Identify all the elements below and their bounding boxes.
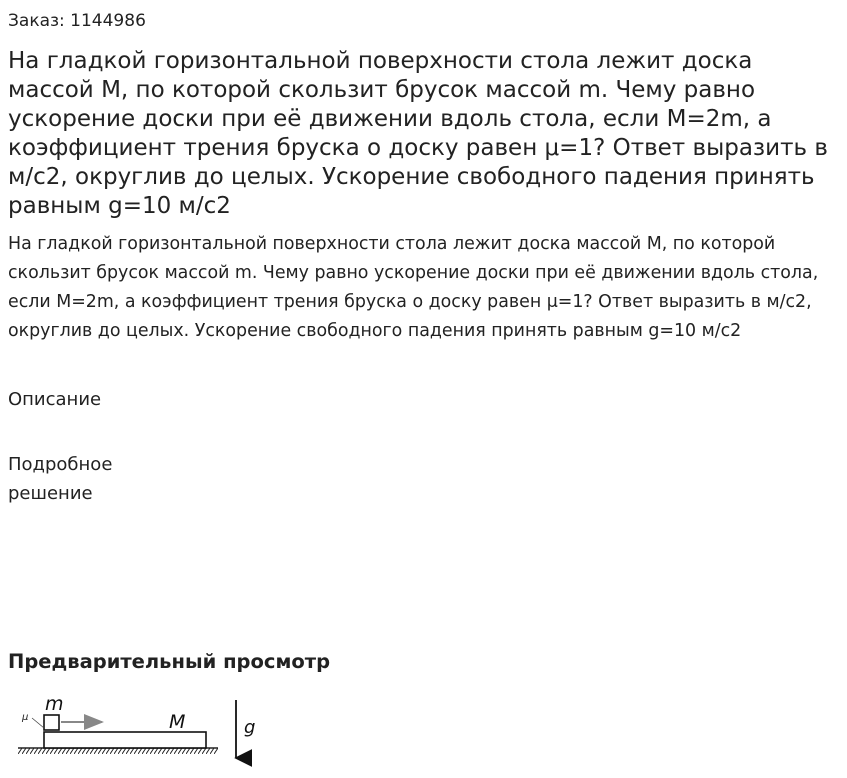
problem-text: На гладкой горизонтальной поверхности стола лежит доска массой М, по которой скользит брусок массой m. Чему равно ускорение доски при её движении вдоль стола, если М=2m, а коэффициент трения бруска о доску равен μ=1? Ответ выразить в м/с2, округлив до целых. Ускорение свободного падения принять равным g=10 м/с2 — [8, 234, 819, 341]
gravity-label: g — [244, 717, 256, 738]
board — [44, 732, 206, 748]
friction-label: μ — [22, 712, 29, 723]
physics-diagram — [14, 688, 264, 768]
detailed-solution-label: Подробное решение — [8, 454, 113, 504]
block-mass-label: m — [45, 693, 64, 715]
page-title: На гладкой горизонтальной поверхности стола лежит доска массой М, по которой скользит брусок массой m. Чему равно ускорение доски при её движении вдоль стола, если М=2m, а коэффициент трения бруска о доску равен μ=1? Ответ выразить в м/с2, округлив до целых. Ускорение свободного падения принять равным g=10 м/с2 — [8, 48, 828, 219]
friction-pointer — [32, 718, 44, 728]
block — [44, 715, 59, 730]
board-mass-label: M — [169, 711, 186, 733]
description-label: Описание — [8, 389, 102, 410]
table-surface-hatch — [18, 748, 218, 754]
order-number: Заказ: 1144986 — [8, 11, 146, 31]
preview-heading: Предварительный просмотр — [8, 650, 331, 673]
